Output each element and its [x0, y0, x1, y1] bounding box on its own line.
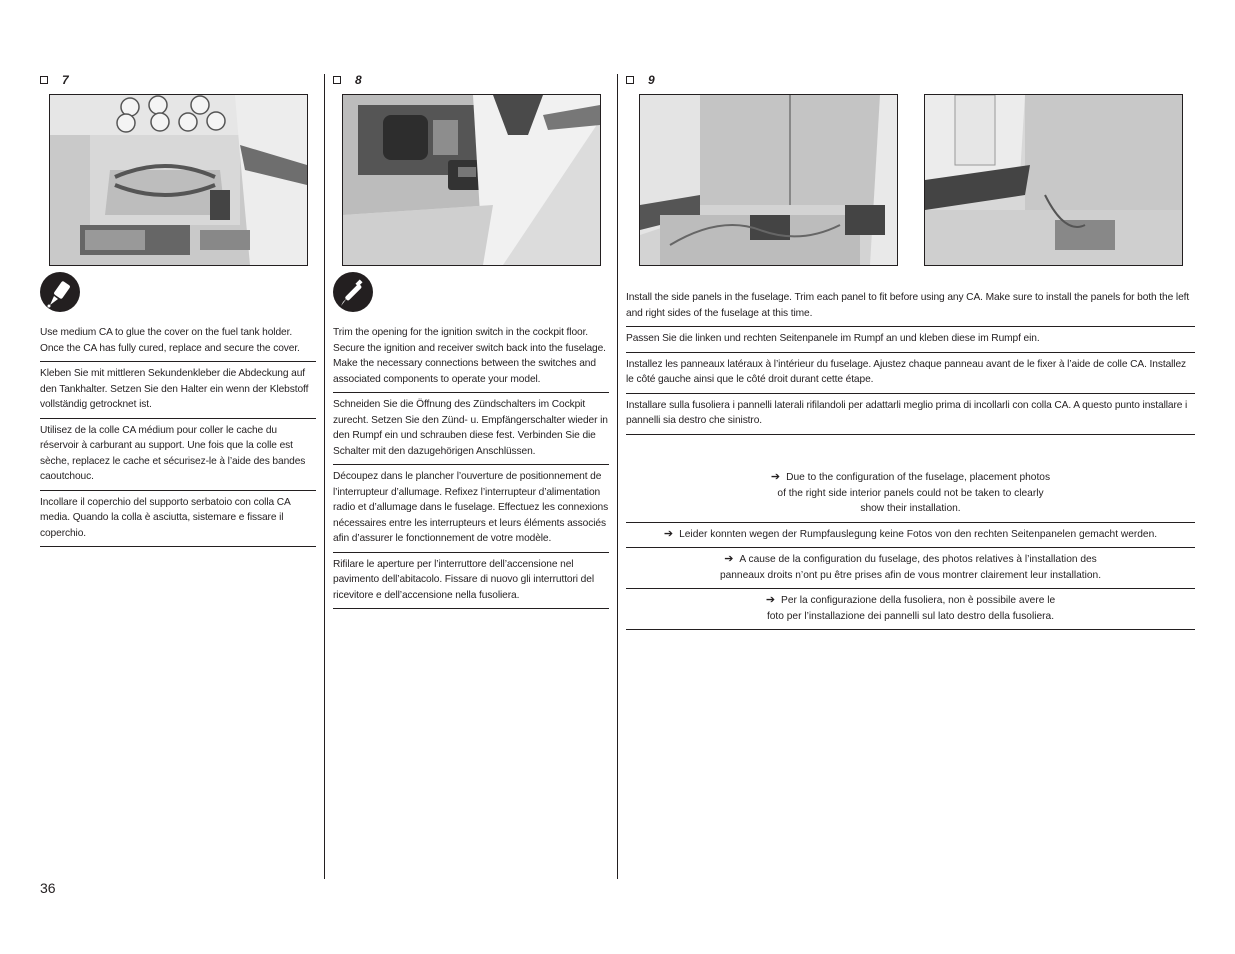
text-english: Install the side panels in the fuselage. Trim each panel to fit before using any CA. Make sure to install the panels for both the left and right sides of the fuselage at this time.: [626, 290, 1195, 327]
text-french: Découpez dans le plancher l’ouverture de positionnement de l’interrupteur d’allumage. Refixez l’interrupteur d’alimentation radio et d’allumage dans le fuselage. Effectuez les connexions nécessaires entre les interrupteurs et leurs éléments associés afin d’assurer le fonctionnement de votre modèle.: [333, 465, 609, 553]
step-8-text: [333, 325, 609, 609]
arrow-right-icon: ➔: [724, 553, 734, 565]
step-9-photo-left: [639, 94, 898, 266]
text-french: Installez les panneaux latéraux à l’intérieur du fuselage. Ajustez chaque panneau avant de le fixer à l’aide de colle CA. Installez le côté gauche ainsi que le côté droit durant cette étape.: [626, 353, 1195, 394]
text-english: Use medium CA to glue the cover on the fuel tank holder. Once the CA has fully cured, replace and secure the cover.: [40, 325, 316, 362]
step-number: 8: [355, 73, 362, 87]
step-9-column: [626, 72, 655, 88]
note-german: [626, 523, 1195, 549]
text-german: Kleben Sie mit mittleren Sekundenkleber die Abdeckung auf den Tankhalter. Setzen Sie den Halter ein wenn der Klebstoff vollständig getrocknet ist.: [40, 362, 316, 419]
note-text: A cause de la configuration du fuselage, des photos relatives à l’installation des panneaux droits n’ont pu être prises afin de vous montrer clairement leur installation.: [719, 554, 1102, 581]
text-italian: Installare sulla fusoliera i pannelli laterali rifilandoli per adattarli meglio prima di incollarli con colla CA. A questo punto installare i pannelli sia destro che sinistro.: [626, 394, 1195, 435]
text-english: Trim the opening for the ignition switch in the cockpit floor. Secure the ignition and receiver switch back into the fuselage. Make the necessary connections between the switches and associated components to operate your model.: [333, 325, 609, 393]
arrow-right-icon: ➔: [765, 594, 776, 606]
step-9-notes: [626, 470, 1195, 630]
step-7-text: [40, 325, 316, 547]
note-text: Per la configurazione della fusoliera, non è possibile avere le foto per l’installazione dei pannelli sul lato destro della fusoliera.: [766, 595, 1056, 622]
column-divider: [617, 74, 618, 879]
text-french: Utilisez de la colle CA médium pour coller le cache du réservoir à carburant au support. Une fois que la colle est sèche, replacez le cache et sécurisez-le à l’aide des bandes caoutchouc.: [40, 419, 316, 491]
step-9-header: [626, 72, 655, 88]
note-french: [626, 548, 1195, 589]
step-9-text: [626, 290, 1195, 435]
hobby-knife-icon: [333, 272, 373, 312]
checkbox-icon[interactable]: [333, 76, 341, 84]
step-9-photo-right: [924, 94, 1183, 266]
note-text: Due to the configuration of the fuselage, placement photos of the right side interior panels could not be taken to clearly show their installation.: [777, 472, 1051, 514]
step-number: 9: [648, 73, 655, 87]
arrow-right-icon: ➔: [770, 471, 781, 483]
note-italian: [626, 589, 1195, 630]
checkbox-icon[interactable]: [40, 76, 48, 84]
page-number: 36: [40, 880, 56, 896]
note-text: Leider konnten wegen der Rumpfauslegung keine Fotos von den rechten Seitenpanelen gemacht werden.: [679, 528, 1158, 540]
text-italian: Incollare il coperchio del supporto serbatoio con colla CA media. Quando la colla è asciutta, sistemare e fissare il coperchio.: [40, 491, 316, 548]
arrow-right-icon: ➔: [663, 527, 674, 540]
step-8-header: [333, 72, 362, 88]
step-8-column: [333, 72, 362, 88]
checkbox-icon[interactable]: [626, 76, 634, 84]
step-7-column: [40, 72, 69, 88]
step-number: 7: [62, 73, 69, 87]
step-7-photo: [49, 94, 308, 266]
text-german: Passen Sie die linken und rechten Seitenpanele im Rumpf an und kleben diese im Rumpf ein.: [626, 327, 1195, 353]
ca-glue-icon: [40, 272, 80, 312]
step-7-header: [40, 72, 69, 88]
text-german: Schneiden Sie die Öffnung des Zündschalters im Cockpit zurecht. Setzen Sie den Zünd- u. Empfängerschalter wieder in den Rumpf ein und schrauben diese fest. Verbinden Sie die Schalter mit den dazugehörigen Anschlüssen.: [333, 393, 609, 465]
step-8-photo: [342, 94, 601, 266]
text-italian: Rifilare le aperture per l’interruttore dell’accensione nel pavimento dell’abitacolo. Fissare di nuovo gli interruttori del ricevitore e dell’accensione nella fusoliera.: [333, 553, 609, 610]
column-divider: [324, 74, 325, 879]
note-english: [626, 470, 1195, 523]
